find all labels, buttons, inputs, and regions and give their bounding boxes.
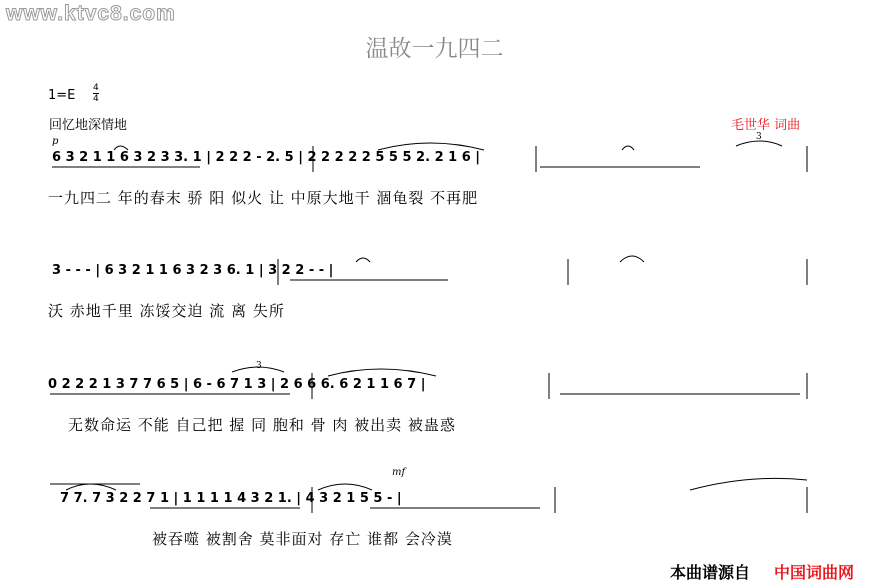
lyrics-row-2: 沃 赤地千里 冻馁交迫 流 离 失所 [48,302,285,320]
source-label: 本曲谱源自 [670,563,751,582]
notation-row-2: 3 - - - | 6 3 2 1 1 6 3 2 3 6. 1 | 3 2 2 - - | [52,263,334,278]
lyrics-row-3: 无数命运 不能 自己把 握 同 胞和 骨 肉 被出卖 被蛊惑 [68,416,456,434]
meter-bottom: 4 [93,94,99,104]
notation-row-4: 7 7. 7 3 2 2 7 1 | 1 1 1 1 4 3 2 1. | 4 3 2 1 5 5 - | [60,491,402,506]
triplet-marker: 3 [756,132,762,142]
key-signature: 1=E [48,88,76,103]
meter-top: 4 [93,83,99,93]
source-site[interactable]: 中国词曲网 [774,563,855,582]
watermark: www.ktvc8.com [6,2,176,25]
notation-row-1: 6 3 2 1 1 6 3 2 3 3. 1 | 2 2 2 - 2. 5 | 2 2 2 2 2 5 5 5 2. 2 1 6 | [52,150,481,165]
lyrics-row-1: 一九四二 年的春末 骄 阳 似火 让 中原大地干 涸龟裂 不再肥 [48,189,479,207]
dynamic-mezzo-forte: mf [392,467,406,478]
triplet-marker: 3 [256,361,262,371]
dynamic-piano: p [52,136,59,147]
lyrics-row-4: 被吞噬 被割舍 莫非面对 存亡 谁都 会冷漠 [152,530,453,548]
song-title: 温故一九四二 [365,36,504,62]
expression-marking: 回忆地深情地 [49,118,128,133]
composer-credit: 毛世华 词曲 [731,118,801,133]
notation-row-3: 0 2 2 2 1 3 7 7 6 5 | 6 - 6 7 1 3 | 2 6 6 6. 6 2 1 1 6 7 | [48,377,426,392]
